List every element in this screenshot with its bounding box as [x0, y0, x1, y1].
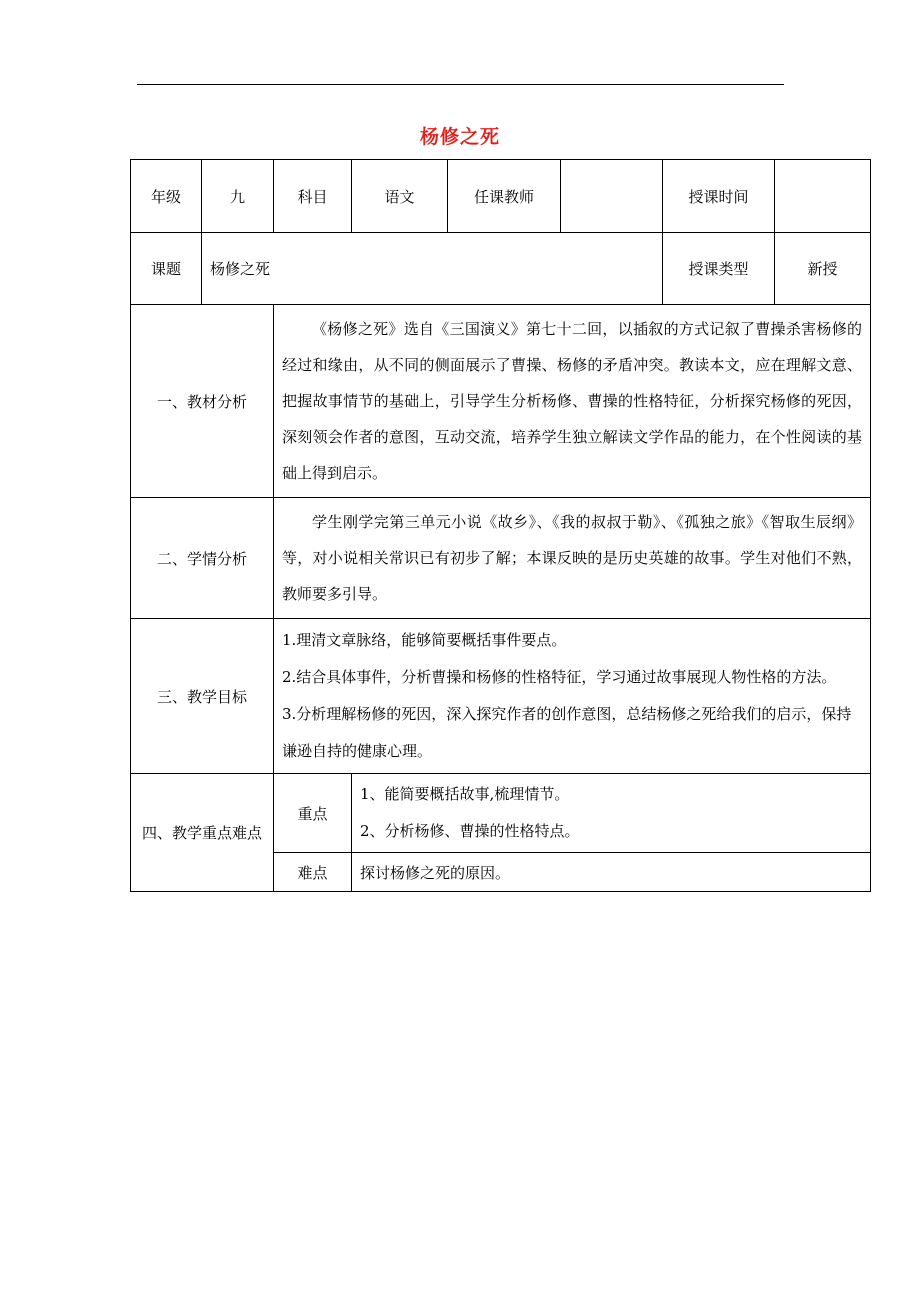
difficulty-text: 探讨杨修之死的原因。 — [352, 853, 871, 892]
subject-value: 语文 — [352, 160, 448, 233]
students-text: 学生刚学完第三单元小说《故乡》、《我的叔叔于勒》、《孤独之旅》《智取生辰纲》等，对小说相关常识已有初步了解；本课反映的是历史英雄的故事。学生对他们不熟，教师要多引导。 — [282, 513, 862, 603]
students-row — [131, 498, 871, 619]
material-row — [131, 305, 871, 498]
key-point-item: 1、能简要概括故事,梳理情节。 — [360, 785, 570, 803]
time-label: 授课时间 — [663, 160, 775, 233]
material-label: 一、教材分析 — [131, 305, 274, 498]
header-row — [131, 160, 871, 233]
time-value — [775, 160, 871, 233]
topic-label: 课题 — [131, 233, 202, 305]
teacher-value — [561, 160, 663, 233]
key-point-item: 2、分析杨修、曹操的性格特点。 — [360, 822, 580, 840]
topic-value: 杨修之死 — [202, 233, 663, 305]
lesson-type-label: 授课类型 — [663, 233, 775, 305]
goal-item: 1.理清文章脉络，能够简要概括事件要点。 — [282, 631, 567, 649]
goal-item: 2.结合具体事件，分析曹操和杨修的性格特征，学习通过故事展现人物性格的方法。 — [282, 668, 837, 686]
subject-label: 科目 — [274, 160, 352, 233]
header-rule — [137, 84, 784, 85]
difficulty-label: 难点 — [274, 853, 352, 892]
teacher-label: 任课教师 — [448, 160, 561, 233]
goals-label: 三、教学目标 — [131, 619, 274, 774]
grade-label: 年级 — [131, 160, 202, 233]
key-points-row — [131, 774, 871, 853]
students-label: 二、学情分析 — [131, 498, 274, 619]
lesson-type-value: 新授 — [775, 233, 871, 305]
topic-row — [131, 233, 871, 305]
lesson-plan-table — [130, 159, 871, 892]
focus-label: 四、教学重点难点 — [131, 774, 274, 892]
key-label: 重点 — [274, 774, 352, 853]
page-title: 杨修之死 — [419, 126, 500, 148]
goals-row — [131, 619, 871, 774]
grade-value: 九 — [202, 160, 274, 233]
material-text: 《杨修之死》选自《三国演义》第七十二回，以插叙的方式记叙了曹操杀害杨修的经过和缘由，从不同的侧面展示了曹操、杨修的矛盾冲突。教读本文，应在理解文意、把握故事情节的基础上，引导学生分析杨修、曹操的性格特征，分析探究杨修的死因，深刻领会作者的意图，互动交流，培养学生独立解读文学作品的能力，在个性阅读的基础上得到启示。 — [282, 320, 862, 482]
goal-item: 3.分析理解杨修的死因，深入探究作者的创作意图，总结杨修之死给我们的启示，保持谦逊自持的健康心理。 — [282, 705, 852, 760]
